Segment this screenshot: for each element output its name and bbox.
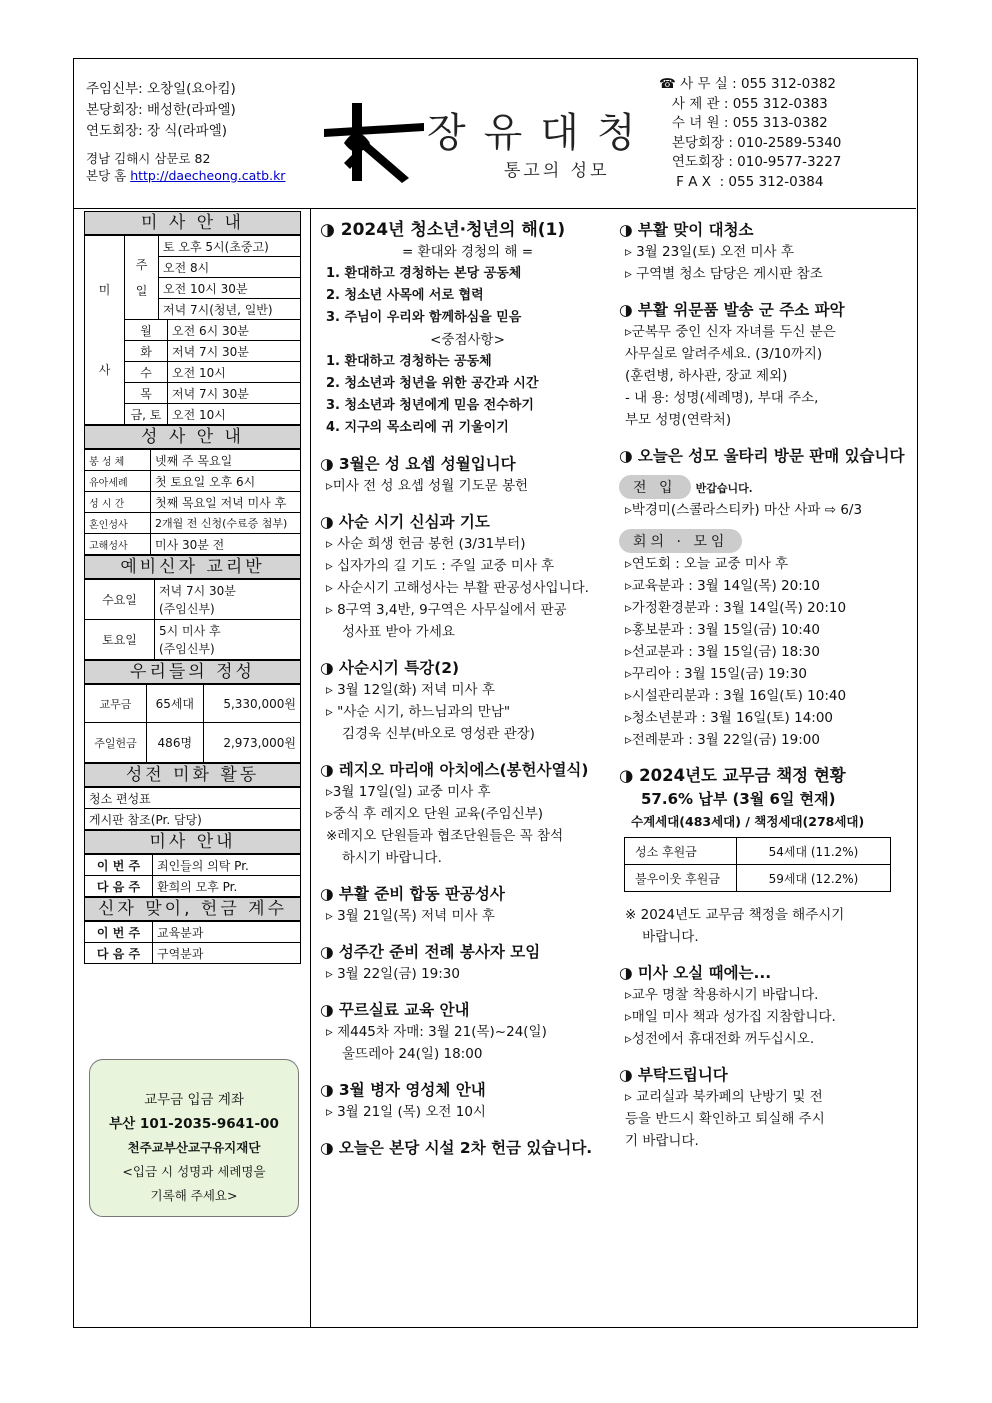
offering-label: 주일헌금: [85, 723, 147, 763]
list-item: ▹ 3월 22일(금) 19:30: [326, 966, 460, 982]
list-item: ▹교우 명찰 착용하시기 바랍니다.: [625, 987, 819, 1003]
list-item: 기 바랍니다.: [625, 1133, 699, 1149]
homepage: 본당 홈 http://daecheong.catb.kr: [86, 168, 286, 183]
list-item: ▹성전에서 휴대전화 꺼두십시오.: [625, 1031, 815, 1047]
parish-president-line: 본당회장: 배성한(라파엘): [86, 102, 236, 118]
section-heading: ◑ 부활 맞이 대청소: [619, 221, 754, 239]
sacrament-label: 고해성사: [85, 534, 151, 555]
offering-heading: 우리들의 정성: [84, 660, 301, 684]
list-item: ※레지오 단원들과 협조단원들은 꼭 참석: [326, 828, 564, 844]
tithe-note: ※ 2024년도 교무금 책정을 해주시기: [625, 907, 845, 923]
list-item: (훈련병, 하사관, 장교 제외): [625, 368, 788, 384]
list-item: <중점사항>: [430, 332, 505, 348]
donation-label: 성소 후원금: [625, 838, 737, 865]
donation-value: 59세대 (12.2%): [737, 865, 891, 892]
sacrament-label: 유아세례: [85, 471, 151, 492]
meeting-pill: 회의 · 모임: [619, 529, 742, 553]
cross-logo-icon: [324, 103, 424, 183]
yeondo-president-line: 연도회장: 장 식(라파엘): [86, 123, 228, 139]
transfer-row: [619, 467, 914, 499]
list-item: ▹ 3월 12일(화) 저녁 미사 후: [326, 682, 495, 698]
section-heading: ◑ 레지오 마리애 아치에스(봉헌사열식): [320, 761, 589, 779]
list-item: 4. 지구의 목소리에 귀 기울이기: [326, 420, 509, 435]
section-heading: ◑ 사순 시기 신심과 기도: [320, 513, 490, 531]
mass-schedule-table: [84, 235, 301, 425]
list-item: 2. 청소년 사목에 서로 협력: [326, 288, 484, 303]
week-value: 구역분과: [153, 943, 301, 964]
bulletin-subtitle: 통고의 성모: [504, 161, 610, 181]
section-heading: ◑ 부활 위문품 발송 군 주소 파악: [619, 301, 845, 319]
header-staff: [86, 79, 285, 184]
mass-info-heading: 미 사 안 내: [84, 211, 301, 235]
list-item: 부모 성명(연락처): [625, 412, 732, 428]
left-sidebar: [84, 211, 301, 964]
list-item: ▹미사 전 성 요셉 성월 기도문 봉헌: [326, 478, 529, 494]
list-item: ▹가정환경분과 : 3월 14일(목) 20:10: [625, 600, 847, 616]
bulletin-frame: [73, 58, 918, 1328]
pastor-line: 주임신부: 오창일(요아킴): [86, 81, 236, 97]
sunday-label: 주 일: [125, 236, 159, 320]
list-item: ▹ 십자가의 길 기도 : 주일 교중 미사 후: [326, 558, 555, 574]
greeting-table: [84, 921, 301, 964]
sunday-time-1: 토 오후 5시(초중고): [159, 236, 301, 257]
offering-table: [84, 684, 301, 763]
sacrament-label: 혼인성사: [85, 513, 151, 534]
list-item: ▹연도회 : 오늘 교중 미사 후: [625, 556, 789, 572]
list-item: ▹ 교리실과 북카페의 난방기 및 전: [625, 1089, 823, 1105]
mass-guide-heading: 미사 안내: [84, 830, 301, 854]
weekday-label: 월: [125, 320, 168, 341]
list-item: 3. 주님이 우리와 함께하심을 믿음: [326, 310, 522, 325]
altar-table: [84, 787, 301, 830]
section-heading: ◑ 부탁드립니다: [619, 1066, 728, 1084]
sacrament-value: 미사 30분 전: [151, 534, 301, 555]
list-item: ▹ 3월 21일 (목) 오전 10시: [326, 1104, 486, 1120]
week-value: 교육분과: [153, 922, 301, 943]
account-note: 기록해 주세요>: [150, 1188, 238, 1203]
section-heading: ◑ 미사 오실 때에는...: [619, 964, 772, 982]
section-heading: ◑ 부활 준비 합동 판공성사: [320, 885, 505, 903]
catechumen-time: 5시 미사 후 (주임신부): [155, 620, 301, 660]
weekday-label: 수: [125, 362, 168, 383]
list-item: ▹홍보분과 : 3월 15일(금) 10:40: [625, 622, 820, 638]
sacrament-value: 첫 토요일 오후 6시: [151, 471, 301, 492]
list-item: 사무실로 알려주세요. (3/10까지): [625, 346, 823, 362]
contact-list: ☎ 사 무 실 : 055 312-0382 사 제 관 : 055 312-0383 수 녀 원 : 055 313-0382 본당회장 : 010-2589-5340 연도회장 : 010-9577-3227 F A X : 055 312-0384: [659, 76, 842, 190]
list-item: 2. 청소년과 청년을 위한 공간과 시간: [326, 376, 539, 391]
list-item: ▹청소년분과 : 3월 16일(토) 14:00: [625, 710, 834, 726]
altar-item: 청소 편성표: [85, 788, 301, 809]
sacrament-label: 성 시 간: [85, 492, 151, 513]
list-item: 1. 환대하고 경청하는 공동체: [326, 354, 492, 369]
weekday-label: 화: [125, 341, 168, 362]
section-heading: ◑ 3월 병자 영성체 안내: [320, 1081, 486, 1099]
sacrament-heading: 성 사 안 내: [84, 425, 301, 449]
homepage-link[interactable]: http://daecheong.catb.kr: [130, 168, 286, 183]
account-number: 부산 101-2035-9641-00: [109, 1116, 279, 1132]
list-item: ▹전례분과 : 3월 22일(금) 19:00: [625, 732, 820, 748]
altar-heading: 성전 미화 활동: [84, 763, 301, 787]
sunday-time-4: 저녁 7시(청년, 일반): [159, 299, 301, 320]
account-title: 교무금 입금 계좌: [144, 1092, 244, 1108]
sunday-time-2: 오전 8시: [159, 257, 301, 278]
weekday-label: 금, 토: [125, 404, 168, 425]
transfer-pill: 전 입: [619, 475, 691, 499]
section-heading: ◑ 3월은 성 요셉 성월입니다: [320, 455, 516, 473]
altar-item: 게시판 참조(Pr. 담당): [85, 809, 301, 830]
transfer-note: 반갑습니다.: [695, 482, 753, 495]
sacrament-value: 넷째 주 목요일: [151, 450, 301, 471]
sacrament-value: 첫째 목요일 저녁 미사 후: [151, 492, 301, 513]
offering-count: 486명: [147, 723, 204, 763]
list-item: 김경욱 신부(바오로 영성관 관장): [342, 726, 535, 742]
list-item: ▹ 3월 23일(토) 오전 미사 후: [625, 244, 794, 260]
offering-count: 65세대: [147, 685, 204, 723]
column-divider: [310, 209, 311, 1327]
section-heading: ◑ 2024년 청소년·청년의 해(1): [320, 220, 566, 240]
weekday-time: 오전 10시: [167, 362, 300, 383]
sunday-time-3: 오전 10시 30분: [159, 278, 301, 299]
catechumen-day: 수요일: [85, 580, 155, 620]
greeting-heading: 신자 맞이, 헌금 계수: [84, 897, 301, 921]
list-item: ▹중식 후 레지오 단원 교육(주임신부): [326, 806, 544, 822]
weekday-time: 오전 6시 30분: [167, 320, 300, 341]
list-item: 하시기 바랍니다.: [342, 850, 442, 866]
weekday-time: 저녁 7시 30분: [167, 383, 300, 404]
section-heading: ◑ 사순시기 특강(2): [320, 659, 460, 677]
week-label: 다 음 주: [85, 876, 153, 897]
weekday-label: 목: [125, 383, 168, 404]
tithe-status: 57.6% 납부 (3월 6일 현재): [641, 790, 836, 808]
list-item: ▹ 제445차 자매: 3월 21(목)~24(일): [326, 1024, 547, 1040]
offering-label: 교무금: [85, 685, 147, 723]
list-item: ▹꾸리아 : 3월 15일(금) 19:30: [625, 666, 807, 682]
list-item: ▹ 구역별 청소 담당은 게시판 참조: [625, 266, 823, 282]
list-item: ▹ 사순 희생 헌금 봉헌 (3/31부터): [326, 536, 526, 552]
address: 경남 김해시 삼문로 82: [86, 151, 211, 166]
sacrament-value: 2개월 전 신청(수료증 첨부): [151, 513, 301, 534]
list-item: ▹군복무 중인 신자 자녀를 두신 분은: [625, 324, 836, 340]
tithe-households: 수계세대(483세대) / 책정세대(278세대): [631, 814, 865, 829]
list-item: - 내 용: 성명(세례명), 부대 주소,: [625, 390, 819, 406]
donation-label: 불우이웃 후원금: [625, 865, 737, 892]
section-heading: ◑ 2024년도 교무금 책정 현황: [619, 766, 846, 785]
middle-column: [320, 219, 615, 1159]
list-item: 등을 반드시 확인하고 퇴실해 주시: [625, 1111, 825, 1127]
list-item: ▹ 8구역 3,4반, 9구역은 사무실에서 판공: [326, 602, 567, 618]
list-item: ▹박경미(스콜라스티카) 마산 사파 ⇨ 6/3: [625, 502, 863, 518]
offering-amount: 5,330,000원: [203, 685, 300, 723]
list-item: 3. 청소년과 청년에게 믿음 전수하기: [326, 398, 534, 413]
list-item: ▹선교분과 : 3월 15일(금) 18:30: [625, 644, 820, 660]
offering-amount: 2,973,000원: [203, 723, 300, 763]
list-item: ▹3월 17일(일) 교중 미사 후: [326, 784, 491, 800]
donation-value: 54세대 (11.2%): [737, 838, 891, 865]
section-heading: ◑ 꾸르실료 교육 안내: [320, 1001, 470, 1019]
week-label: 이 번 주: [85, 922, 153, 943]
week-label: 이 번 주: [85, 855, 153, 876]
account-note: <입금 시 성명과 세례명을: [122, 1164, 266, 1179]
catechumen-time: 저녁 7시 30분 (주임신부): [155, 580, 301, 620]
list-item: 1. 환대하고 경청하는 본당 공동체: [326, 266, 522, 281]
catechumen-table: [84, 579, 301, 660]
bulletin-title: 장유대청: [427, 110, 654, 156]
mass-label: 미 사: [85, 236, 125, 425]
week-value: 죄인들의 의탁 Pr.: [153, 855, 301, 876]
list-item: ▹시설관리분과 : 3월 16일(토) 10:40: [625, 688, 847, 704]
bulletin-header: [74, 59, 916, 209]
weekday-time: 오전 10시: [167, 404, 300, 425]
section-heading: ◑ 성주간 준비 전례 봉사자 모임: [320, 943, 541, 961]
sacrament-label: 봉 성 체: [85, 450, 151, 471]
catechumen-day: 토요일: [85, 620, 155, 660]
sacrament-table: [84, 449, 301, 555]
weekday-time: 저녁 7시 30분: [167, 341, 300, 362]
section-heading: ◑ 오늘은 본당 시설 2차 헌금 있습니다.: [320, 1139, 593, 1157]
list-item: 성사표 받아 가세요: [342, 624, 455, 640]
account-info-box: [89, 1059, 299, 1217]
list-item: ▹교육분과 : 3월 14일(목) 20:10: [625, 578, 820, 594]
donation-table: [624, 837, 891, 892]
list-item: ▹ 3월 21일(목) 저녁 미사 후: [326, 908, 495, 924]
account-holder: 천주교부산교구유지재단: [127, 1140, 261, 1155]
catechumen-heading: 예비신자 교리반: [84, 555, 301, 579]
right-column: [619, 219, 914, 1152]
tithe-note: 바랍니다.: [625, 929, 699, 945]
list-item: ▹매일 미사 책과 성가집 지참합니다.: [625, 1009, 836, 1025]
section-heading: ◑ 오늘은 성모 울타리 방문 판매 있습니다: [619, 447, 905, 465]
week-label: 다 음 주: [85, 943, 153, 964]
list-item: ▹ 사순시기 고해성사는 부활 판공성사입니다.: [326, 580, 589, 596]
mass-guide-table: [84, 854, 301, 897]
list-item: ▹ "사순 시기, 하느님과의 만남": [326, 704, 511, 720]
list-item: = 환대와 경청의 해 =: [401, 244, 534, 260]
list-item: 울뜨레아 24(일) 18:00: [342, 1046, 483, 1062]
week-value: 환희의 모후 Pr.: [153, 876, 301, 897]
